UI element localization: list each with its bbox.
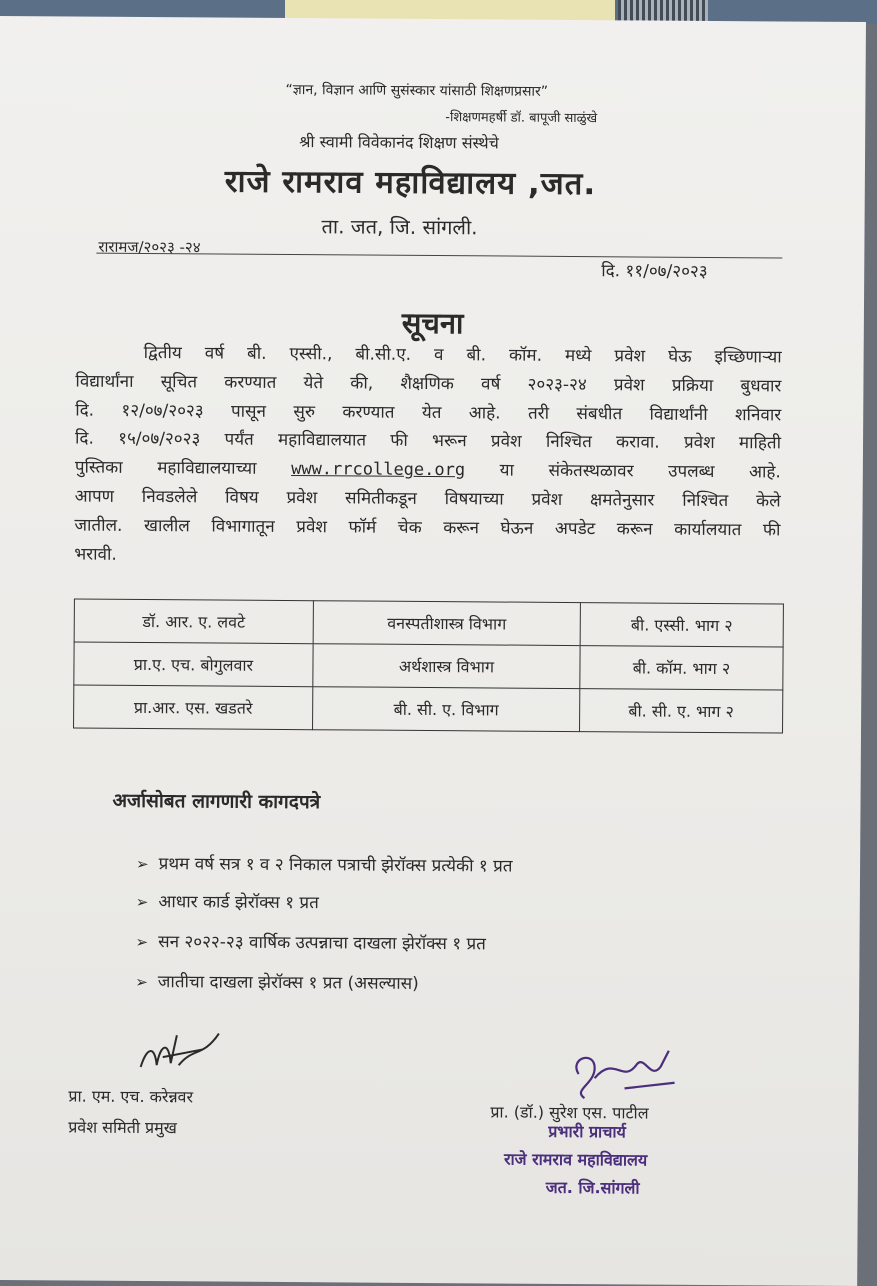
table-cell-class: बी. सी. ए. भाग २ [580, 689, 783, 733]
body-line: भरावी. [74, 544, 117, 565]
body-text: पुस्तिका महाविद्यालयाच्या [74, 457, 257, 479]
body-line: दि. १५/०७/२०२३ पर्यंत महाविद्यालयात फी भरून प्रवेश निश्चित करावा. प्रवेश माहिती [74, 428, 782, 454]
left-signatory-name: प्रा. एम. एच. करेन्नवर [68, 1086, 194, 1107]
arrowhead-bullet-icon: ➢ [135, 932, 149, 952]
body-line: द्वितीय वर्ष बी. एस्सी., बी.सी.ए. व बी. कॉम. मध्ये प्रवेश घेऊ इच्छिणाऱ्या [143, 343, 782, 368]
stamp-line: जत. जि.सांगली [545, 1177, 640, 1198]
table-row [74, 685, 783, 733]
reference-number: रारामज/२०२३ -२४ [98, 237, 201, 257]
college-name: राजे रामराव महाविद्यालय ,जत. [224, 163, 597, 203]
stamp-line: राजे रामराव महाविद्यालय [503, 1149, 648, 1170]
notice-title: सूचना [401, 305, 464, 341]
table-cell-person: डॉ. आर. ए. लवटे [74, 599, 313, 644]
table-cell-person: प्रा.ए. एच. बोगुलवार [74, 642, 313, 687]
body-line: विद्यार्थांना सूचित करण्यात येते की, शैक्षणिक वर्ष २०२३-२४ प्रवेश प्रक्रिया बुधवार [75, 371, 782, 397]
notice-body [74, 339, 782, 574]
institution-name: श्री स्वामी विवेकानंद शिक्षण संस्थेचे [299, 132, 499, 153]
list-item [136, 851, 513, 877]
college-location: ता. जत, जि. सांगली. [321, 214, 478, 240]
qr-code-fragment [618, 0, 708, 22]
left-signatory [68, 1081, 193, 1144]
list-item-text: आधार कार्ड झेरॉक्स १ प्रत [158, 892, 319, 914]
table-cell-class: बी. एस्सी. भाग २ [580, 603, 783, 647]
list-item [136, 889, 319, 913]
table-cell-department: वनस्पतीशास्त्र विभाग [313, 601, 580, 646]
notice-sheet [0, 16, 866, 1286]
table-cell-department: बी. सी. ए. विभाग [313, 687, 580, 732]
left-signatory-title: प्रवेश समिती प्रमुख [68, 1117, 177, 1138]
list-item-text: प्रथम वर्ष सत्र १ व २ निकाल पत्राची झेरॉक्स प्रत्येकी १ प्रत [158, 854, 513, 877]
arrowhead-bullet-icon: ➢ [135, 892, 149, 912]
list-item-text: सन २०२२-२३ वार्षिक उत्पन्नाचा दाखला झेरॉक्स १ प्रत [158, 932, 486, 955]
body-line: जातील. खालील विभागातून प्रवेश फॉर्म चेक करून घेऊन अपडेट करून कार्यालयात फी [74, 515, 781, 541]
documents-heading: अर्जासोबत लागणारी कागदपत्रे [112, 789, 321, 814]
table-row [74, 642, 783, 690]
motto-quote: “ज्ञान, विज्ञान आणि सुसंस्कार यांसाठी शिक्षणप्रसार” [285, 81, 549, 100]
list-item [135, 929, 485, 954]
body-line: दि. १२/०७/२०२३ पासून सुरु करण्यात येत आहे. तरी संबधीत विद्यार्थांनी शनिवार [75, 400, 782, 426]
right-signatory-name: प्रा. (डॉ.) सुरेश एस. पाटील [490, 1102, 649, 1123]
notice-date: दि. ११/०७/२०२३ [601, 261, 708, 282]
table-cell-department: अर्थशास्त्र विभाग [313, 644, 580, 689]
body-text: या संकेतस्थळावर उपलब्ध आहे. [499, 460, 781, 483]
table-cell-person: प्रा.आर. एस. खडतरे [74, 685, 313, 730]
table-row [74, 599, 783, 647]
arrowhead-bullet-icon: ➢ [136, 854, 149, 874]
left-signature-scribble [133, 1027, 223, 1088]
table-cell-class: बी. कॉम. भाग २ [580, 646, 783, 690]
stamp-line: प्रभारी प्राचार्य [548, 1121, 626, 1142]
department-table [73, 599, 784, 734]
motto-author: -शिक्षणमहर्षी डॉ. बापूजी साळुंखे [445, 110, 598, 127]
list-item-text: जातीचा दाखला झेरॉक्स १ प्रत (असल्यास) [157, 972, 419, 994]
college-website-link[interactable]: www.rrcollege.org [291, 459, 466, 481]
arrowhead-bullet-icon: ➢ [135, 972, 148, 992]
body-line: आपण निवडलेले विषय प्रवेश समितीकडून विषयाच्या प्रवेश क्षमतेनुसार निश्चित केले [74, 486, 781, 512]
list-item [135, 969, 419, 994]
